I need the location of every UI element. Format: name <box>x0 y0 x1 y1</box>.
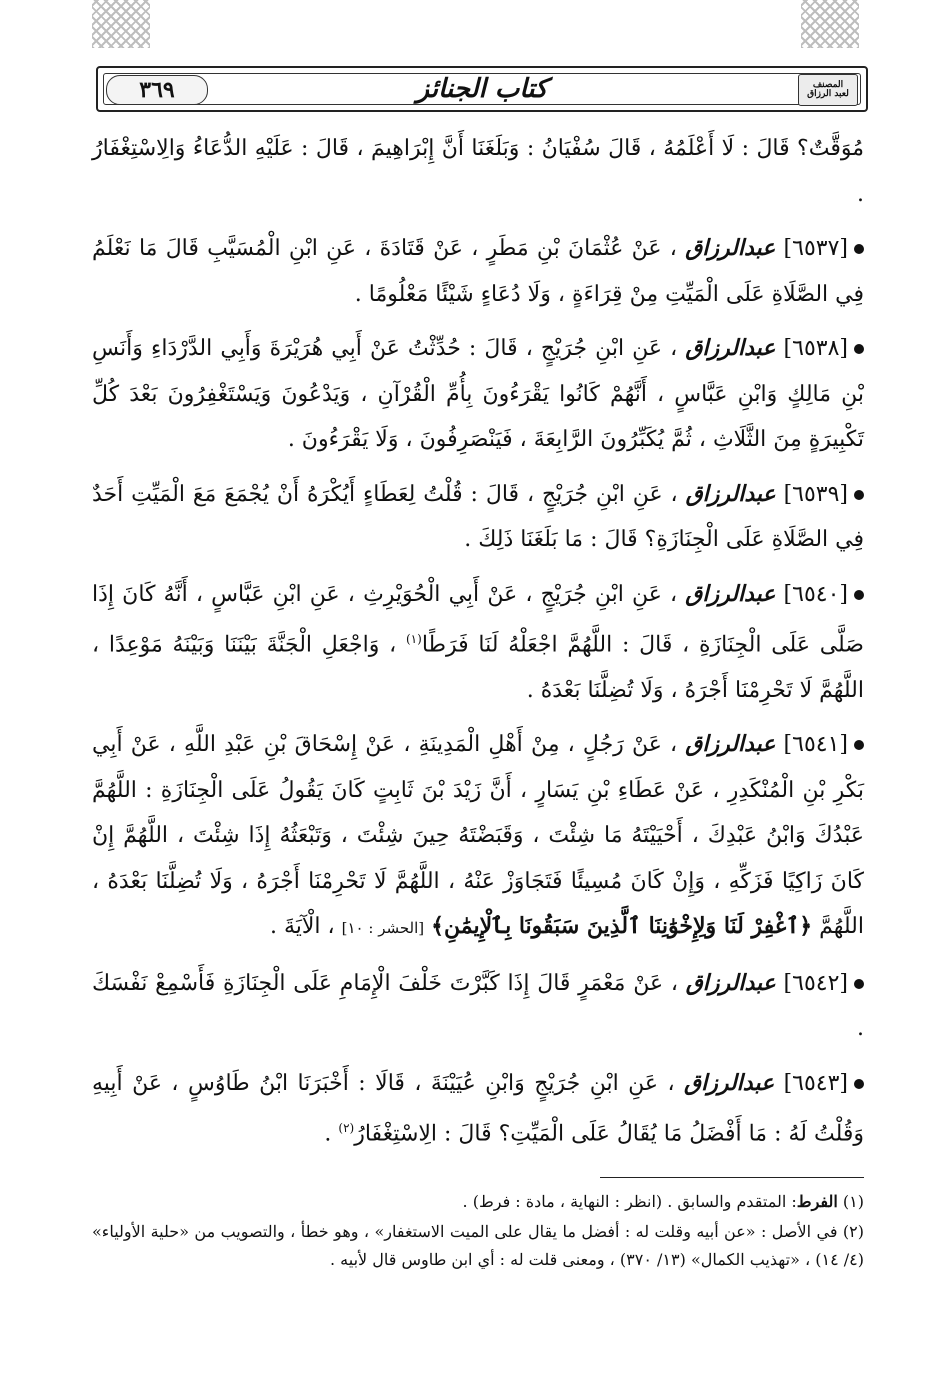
paragraph-text: مُوَقَّتٌ؟ قَالَ : لَا أَعْلَمُهُ ، قَالَ سُفْيَانُ : وَبَلَغَنَا أَنَّ إِبْرَاهِيمَ ، قَالَ : عَلَيْهِ الدُّعَاءُ وَالِاسْتِغْفَارُ . <box>92 136 864 207</box>
hadith-text-after: . <box>324 1121 332 1147</box>
footnote-ref-2[interactable]: (٢) <box>338 1121 355 1136</box>
hadith-number: [٦٥٤٣] <box>783 1070 849 1096</box>
hadith-author: عبدالرزاق <box>685 335 776 361</box>
corner-ornament-right <box>801 0 859 48</box>
hadith-number: [٦٥٣٩] <box>783 481 849 507</box>
hadith-number: [٦٥٤٠] <box>783 581 848 607</box>
hadith-author: عبدالرزاق <box>685 235 776 261</box>
page-header <box>96 66 868 112</box>
corner-ornament-left <box>92 0 150 48</box>
hadith-text-after: ، وَاجْعَلِ الْجَنَّةَ بَيْنَنَا وَبَيْنَهُ مَوْعِدًا ، اللَّهُمَّ لَا تَحْرِمْنَا أَجْرَهُ ، وَلَا تُضِلَّنَا بَعْدَهُ . <box>92 632 864 703</box>
page-number: ٣٦٩ <box>106 75 208 105</box>
hadith-text: ، عَنِ ابْنِ جُرَيْجٍ ، قَالَ : حُدِّثْتُ عَنْ أَبِي هُرَيْرَةَ وَأَبِي الدَّرْدَاءِ وَأَنَسِ بْنِ مَالِكٍ وَابْنِ عَبَّاسٍ ، أَنَّهُمْ كَانُوا يَقْرَءُونَ بِأُمِّ الْقُرْآنِ ، وَيَدْعُونَ وَيَسْتَغْفِرُونَ بَعْدَ كُلِّ تَكْبِيرَةٍ مِنَ الثَّلَاثِ ، ثُمَّ يُكَبِّرُونَ الرَّابِعَةَ ، فَيَنْصَرِفُونَ ، وَلَا يَقْرَءُونَ . <box>92 336 864 452</box>
hadith-author: عبدالرزاق <box>684 1069 775 1096</box>
hadith-text: ، عَنِ ابْنِ جُرَيْجٍ وَابْنِ عُيَيْنَةَ ، قَالَا : أَخْبَرَنَا ابْنُ طَاوُسٍ ، عَنْ أَبِيهِ وَقُلْتُ لَهُ : مَا أَفْضَلُ مَا يُقَالُ عَلَى الْمَيِّتِ؟ قَالَ : الِاسْتِغْفَارُ <box>92 1070 864 1147</box>
footnote-1 <box>92 1188 864 1216</box>
bullet-icon <box>854 244 864 254</box>
footnote-divider <box>600 1177 864 1178</box>
hadith-author: عبدالرزاق <box>685 480 776 507</box>
footnote-number: (٢) <box>842 1222 864 1241</box>
book-logo <box>798 74 858 106</box>
hadith-number: [٦٥٣٧] <box>783 236 848 261</box>
hadith-text: ، عَنِ ابْنِ جُرَيْجٍ ، عَنْ أَبِي الْحُوَيْرِثِ ، عَنِ ابْنِ عَبَّاسٍ ، أَنَّهُ كَانَ إِذَا صَلَّى عَلَى الْجِنَازَةِ ، قَالَ : اللَّهُمَّ اجْعَلْهُ لَنَا فَرَطًا <box>92 581 864 658</box>
quran-verse: ﴿ٱغْفِرْ لَنَا وَلِإِخْوَٰنِنَا ٱلَّذِينَ سَبَقُونَا بِٱلْإِيمَٰنِ﴾ <box>431 913 813 940</box>
hadith-6538 <box>92 326 864 463</box>
footnote-term: الفرط <box>796 1192 838 1211</box>
logo-line-1: المصنف <box>812 80 844 90</box>
footnote-ref-1[interactable]: (١) <box>405 632 422 646</box>
hadith-number: [٦٥٤٢] <box>783 970 848 996</box>
bullet-icon <box>854 590 864 600</box>
book-title: كتاب الجنائز <box>416 74 548 104</box>
hadith-author: عبدالرزاق <box>685 580 776 607</box>
bullet-icon <box>854 344 864 354</box>
footnotes <box>92 1188 864 1276</box>
hadith-author: عبدالرزاق <box>685 731 776 758</box>
paragraph-continuation <box>92 126 864 217</box>
bullet-icon <box>854 979 864 989</box>
bullet-icon <box>854 740 864 750</box>
hadith-text: ، عَنْ مَعْمَرٍ قَالَ إِذَا كَبَّرْتَ خَلْفَ الْإِمَامِ عَلَى الْجِنَازَةِ فَأَسْمِعْ نَفْسَكَ . <box>92 970 864 1042</box>
hadith-6540 <box>92 572 864 714</box>
main-text <box>92 126 864 1166</box>
footnote-2 <box>92 1218 864 1274</box>
logo-line-2: لعبد الرزاق <box>807 89 849 99</box>
hadith-text: ، عَنْ عُثْمَانَ بْنِ مَطَرٍ ، عَنْ قَتَادَةَ ، عَنِ ابْنِ الْمُسَيَّبِ قَالَ مَا نَعْلَمُ فِي الصَّلَاةِ عَلَى الْمَيِّتِ مِنْ قِرَاءَةٍ ، وَلَا دُعَاءٍ شَيْئًا مَعْلُومًا . <box>92 236 864 307</box>
footnote-text: : المتقدم والسابق . (انظر : النهاية ، مادة : فرط) . <box>462 1192 797 1211</box>
hadith-text: ، عَنْ رَجُلٍ ، مِنْ أَهْلِ الْمَدِينَةِ ، عَنْ إِسْحَاقَ بْنِ عَبْدِ اللَّهِ ، عَنْ أَبِي بَكْرِ بْنِ الْمُنْكَدِرِ ، عَنْ عَطَاءِ بْنِ يَسَارٍ ، أَنَّ زَيْدَ بْنَ ثَابِتٍ كَانَ يَقُولُ عَلَى الْجِنَازَةِ : اللَّهُمَّ عَبْدُكَ وَابْنُ عَبْدِكَ ، أَحْيَيْتَهُ مَا شِئْتَ ، وَقَبَضْتَهُ حِينَ شِئْتَ ، وَتَبْعَثُهُ إِذَا شِئْتَ ، اللَّهُمَّ إِنْ كَانَ زَاكِيًا فَزَكِّهِ ، وَإِنْ كَانَ مُسِيئًا فَتَجَاوَزْ عَنْهُ ، اللَّهُمَّ لَا تَحْرِمْنَا أَجْرَهُ ، وَلَا تُضِلَّنَا بَعْدَهُ ، اللَّهُمَّ <box>92 732 864 940</box>
hadith-6543 <box>92 1061 864 1157</box>
hadith-text-after: ، الْآيَةَ . <box>269 914 335 940</box>
hadith-author: عبدالرزاق <box>685 969 776 996</box>
hadith-6539 <box>92 472 864 563</box>
bullet-icon <box>854 490 864 500</box>
quran-reference: [الحشر : ١٠] <box>341 919 425 938</box>
hadith-number: [٦٥٣٨] <box>783 336 848 361</box>
footnote-text: في الأصل : «عن أبيه وقلت له : أفضل ما يقال على الميت الاستغفار» ، وهو خطأ ، والتصويب من «حلية الأولياء» (٤/ ١٤) ، «تهذيب الكمال» (١٣/ ٣٧٠) ، ومعنى قلت له : أي ابن طاوس قال لأبيه . <box>92 1222 864 1269</box>
bullet-icon <box>854 1079 864 1089</box>
hadith-6542 <box>92 961 864 1052</box>
hadith-text: ، عَنِ ابْنِ جُرَيْجٍ ، قَالَ : قُلْتُ لِعَطَاءٍ أَيُكْرَهُ أَنْ يُجْمَعَ مَعَ الْمَيِّتِ أَحَدٌ فِي الصَّلَاةِ عَلَى الْجِنَازَةِ؟ قَالَ : مَا بَلَغَنَا ذَلِكَ . <box>92 481 864 552</box>
hadith-number: [٦٥٤١] <box>783 732 848 758</box>
footnote-number: (١) <box>842 1192 864 1211</box>
hadith-6537 <box>92 226 864 317</box>
hadith-6541 <box>92 722 864 952</box>
